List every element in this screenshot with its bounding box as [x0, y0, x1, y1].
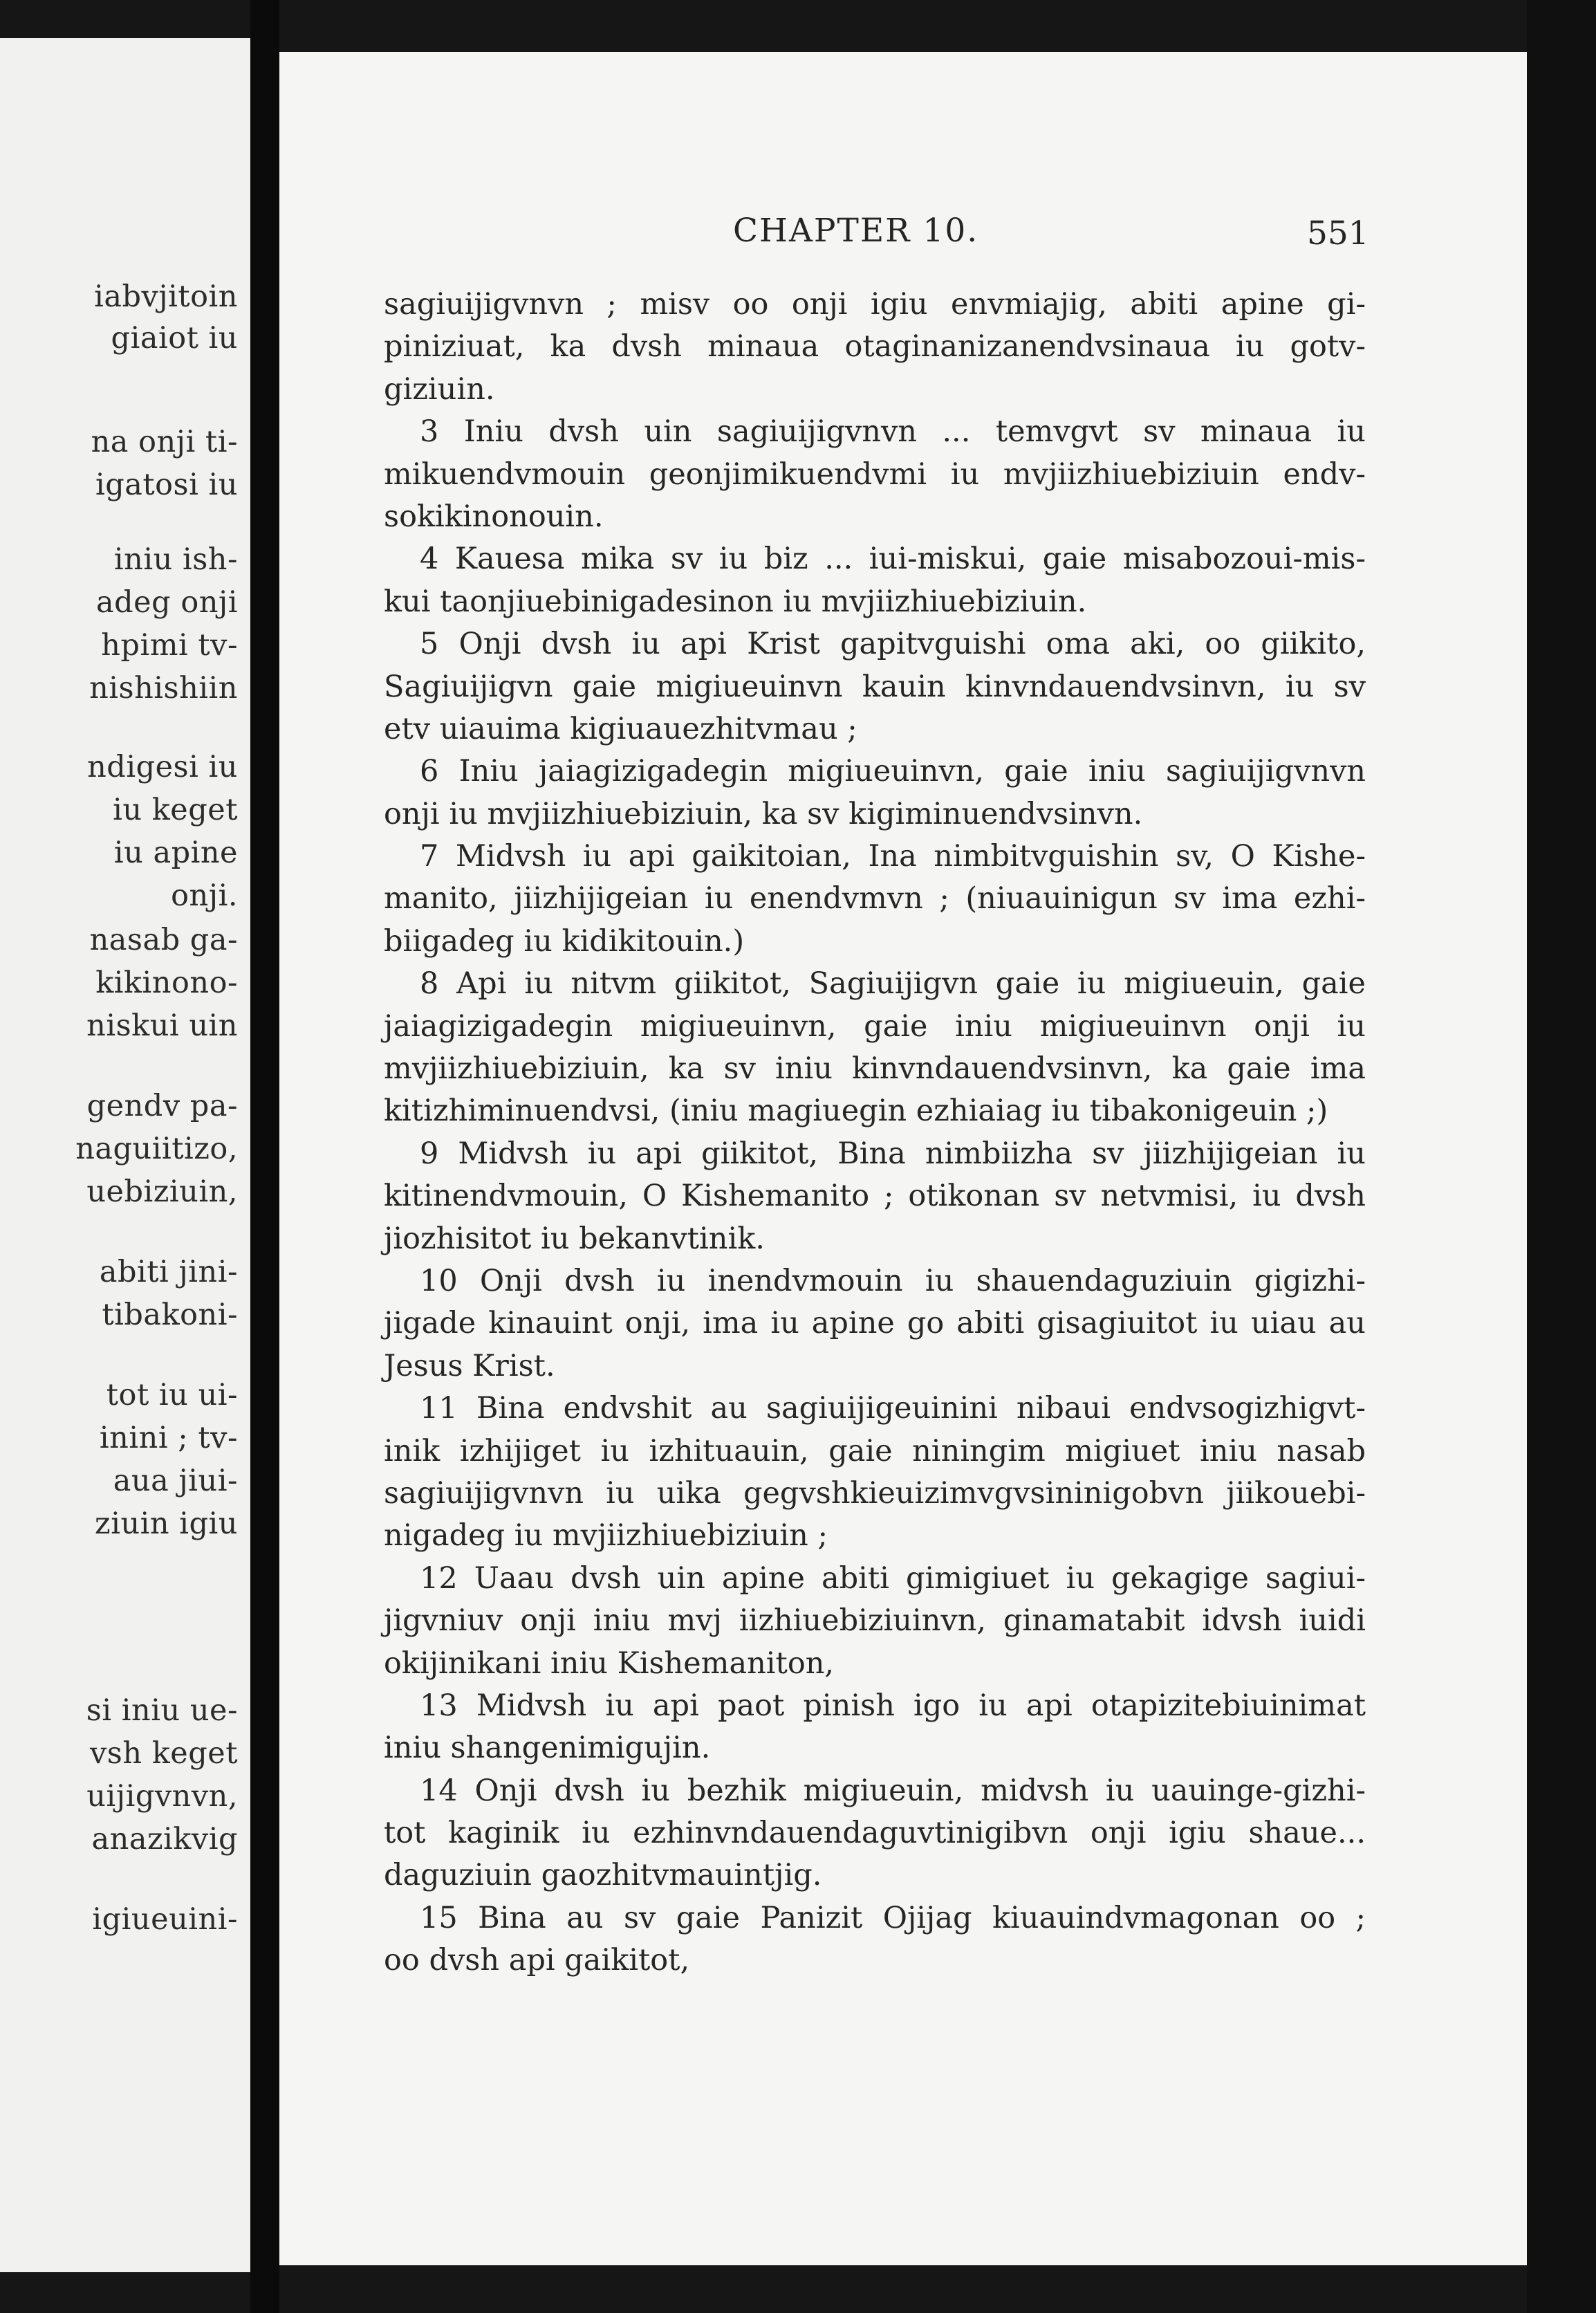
text-line: mvjiizhiuebiziuin, ka sv iniu kinvndauendvsinvn, ka gaie ima	[384, 1051, 1366, 1087]
left-page-fragment	[0, 38, 250, 2272]
left-page-text-fragment: ndigesi iu	[87, 750, 238, 784]
text-line: etv uiauima kigiuauezhitvmau ;	[384, 711, 857, 746]
text-line: okijinikani iniu Kishemaniton,	[384, 1646, 835, 1681]
left-page-text-fragment: si iniu ue-	[86, 1693, 238, 1728]
left-page-text-fragment: onji.	[171, 878, 238, 913]
text-line: jigvniuv onji iniu mvj iizhiuebiziuinvn, ginamatabit idvsh iuidi	[384, 1603, 1366, 1639]
text-line: oo dvsh api gaikitot,	[384, 1943, 690, 1978]
left-page-text-fragment: adeg onji	[96, 585, 238, 620]
text-line: iniu shangenimigujin.	[384, 1731, 711, 1766]
text-line: 9 Midvsh iu api giikitot, Bina nimbiizha sv jiizhijigeian iu	[420, 1136, 1366, 1171]
left-page-text-fragment: anazikvig	[91, 1822, 238, 1856]
text-line: kui taonjiuebinigadesinon iu mvjiizhiuebiziuin.	[384, 584, 1087, 619]
left-page-text-fragment: gendv pa-	[86, 1089, 238, 1123]
text-line: 15 Bina au sv gaie Panizit Ojijag kiuauindvmagonan oo ;	[420, 1900, 1366, 1935]
text-line: sagiuijigvnvn ; misv oo onji igiu envmiajig, abiti apine gi-	[384, 287, 1366, 322]
left-page-text-fragment: igiueuini-	[92, 1902, 238, 1937]
page-number: 551	[1307, 214, 1369, 252]
left-page-text-fragment: igatosi iu	[95, 468, 238, 502]
chapter-title: CHAPTER 10.	[733, 212, 979, 250]
page-gutter	[250, 0, 279, 2313]
left-page-text-fragment: iniu ish-	[113, 542, 238, 577]
left-page-text-fragment: giaiot iu	[111, 321, 238, 356]
text-line: 14 Onji dvsh iu bezhik migiueuin, midvsh iu uauinge-gizhi-	[420, 1773, 1366, 1808]
text-line: mikuendvmouin geonjimikuendvmi iu mvjiizhiuebiziuin endv-	[384, 457, 1366, 492]
left-page-text-fragment: vsh keget	[90, 1736, 238, 1771]
left-page-text-fragment: naguiitizo,	[75, 1132, 238, 1166]
text-line: biigadeg iu kidikitouin.)	[384, 923, 745, 959]
text-line: giziuin.	[384, 371, 495, 407]
text-line: 10 Onji dvsh iu inendvmouin iu shauendaguziuin gigizhi-	[420, 1263, 1366, 1298]
left-page-text-fragment: na onji ti-	[91, 425, 238, 459]
text-line: onji iu mvjiizhiuebiziuin, ka sv kigiminuendvsinvn.	[384, 796, 1143, 831]
text-line: jigade kinauint onji, ima iu apine go abiti gisagiuitot iu uiau au	[384, 1306, 1366, 1341]
text-line: 13 Midvsh iu api paot pinish igo iu api otapizitebiuinimat	[420, 1688, 1366, 1723]
text-line: Jesus Krist.	[384, 1348, 555, 1383]
left-page-text-fragment: nasab ga-	[89, 923, 238, 957]
scanner-edge	[1527, 0, 1596, 2313]
text-line: piniziuat, ka dvsh minaua otaginanizanendvsinaua iu gotv-	[384, 329, 1366, 365]
text-line: jiozhisitot iu bekanvtinik.	[384, 1221, 765, 1256]
text-line: 6 Iniu jaiagizigadegin migiueuinvn, gaie iniu sagiuijigvnvn	[420, 754, 1366, 789]
left-page-text-fragment: niskui uin	[86, 1008, 238, 1043]
text-line: jaiagizigadegin migiueuinvn, gaie iniu migiueuinvn onji iu	[384, 1008, 1366, 1044]
text-line: 8 Api iu nitvm giikitot, Sagiuijigvn gaie iu migiueuin, gaie	[420, 966, 1366, 1002]
text-line: 5 Onji dvsh iu api Krist gapitvguishi oma aki, oo giikito,	[420, 627, 1366, 662]
text-line: sagiuijigvnvn iu uika gegvshkieuizimvgvsininigobvn jiikouebi-	[384, 1475, 1366, 1511]
left-page-text-fragment: tibakoni-	[102, 1298, 238, 1332]
left-page-text-fragment: uebiziuin,	[86, 1174, 238, 1209]
left-page-text-fragment: inini ; tv-	[99, 1421, 238, 1455]
text-line: 3 Iniu dvsh uin sagiuijigvnvn ... temvgvt sv minaua iu	[420, 414, 1366, 450]
left-page-text-fragment: iu keget	[113, 793, 238, 827]
text-line: kitinendvmouin, O Kishemanito ; otikonan sv netvmisi, iu dvsh	[384, 1179, 1366, 1214]
left-page-text-fragment: hpimi tv-	[101, 628, 238, 663]
left-page-text-fragment: iabvjitoin	[94, 279, 238, 314]
text-line: 7 Midvsh iu api gaikitoian, Ina nimbitvguishin sv, O Kishe-	[420, 839, 1366, 874]
left-page-text-fragment: iu apine	[113, 836, 238, 870]
left-page-text-fragment: kikinono-	[95, 966, 238, 1000]
left-page-text-fragment: uijigvnvn,	[86, 1779, 238, 1814]
left-page-text-fragment: nishishiin	[89, 671, 238, 706]
left-page-text-fragment: tot iu ui-	[106, 1378, 238, 1412]
text-line: manito, jiizhijigeian iu enendvmvn ; (niuauinigun sv ima ezhi-	[384, 881, 1366, 916]
left-page-text-fragment: abiti jini-	[99, 1255, 238, 1289]
text-line: tot kaginik iu ezhinvndauendaguvtinigibvn onji igiu shaue...	[384, 1816, 1366, 1851]
text-line: sokikinonouin.	[384, 499, 604, 534]
text-line: inik izhijiget iu izhituauin, gaie niningim migiuet iniu nasab	[384, 1433, 1366, 1468]
left-page-text-fragment: aua jiui-	[113, 1464, 238, 1498]
text-line: 4 Kauesa mika sv iu biz ... iui-miskui, gaie misabozoui-mis-	[420, 542, 1366, 577]
text-line: Sagiuijigvn gaie migiueuinvn kauin kinvndauendvsinvn, iu sv	[384, 669, 1366, 704]
text-line: nigadeg iu mvjiizhiuebiziuin ;	[384, 1518, 828, 1554]
text-line: daguziuin gaozhitvmauintjig.	[384, 1858, 822, 1893]
text-line: 12 Uaau dvsh uin apine abiti gimigiuet iu gekagige sagiui-	[420, 1560, 1366, 1596]
body-text	[384, 284, 1366, 1982]
text-line: 11 Bina endvshit au sagiuijigeuinini nibaui endvsogizhigvt-	[420, 1391, 1366, 1426]
text-line: kitizhiminuendvsi, (iniu magiuegin ezhiaiag iu tibakonigeuin ;)	[384, 1094, 1328, 1129]
left-page-text-fragment: ziuin igiu	[95, 1506, 238, 1541]
